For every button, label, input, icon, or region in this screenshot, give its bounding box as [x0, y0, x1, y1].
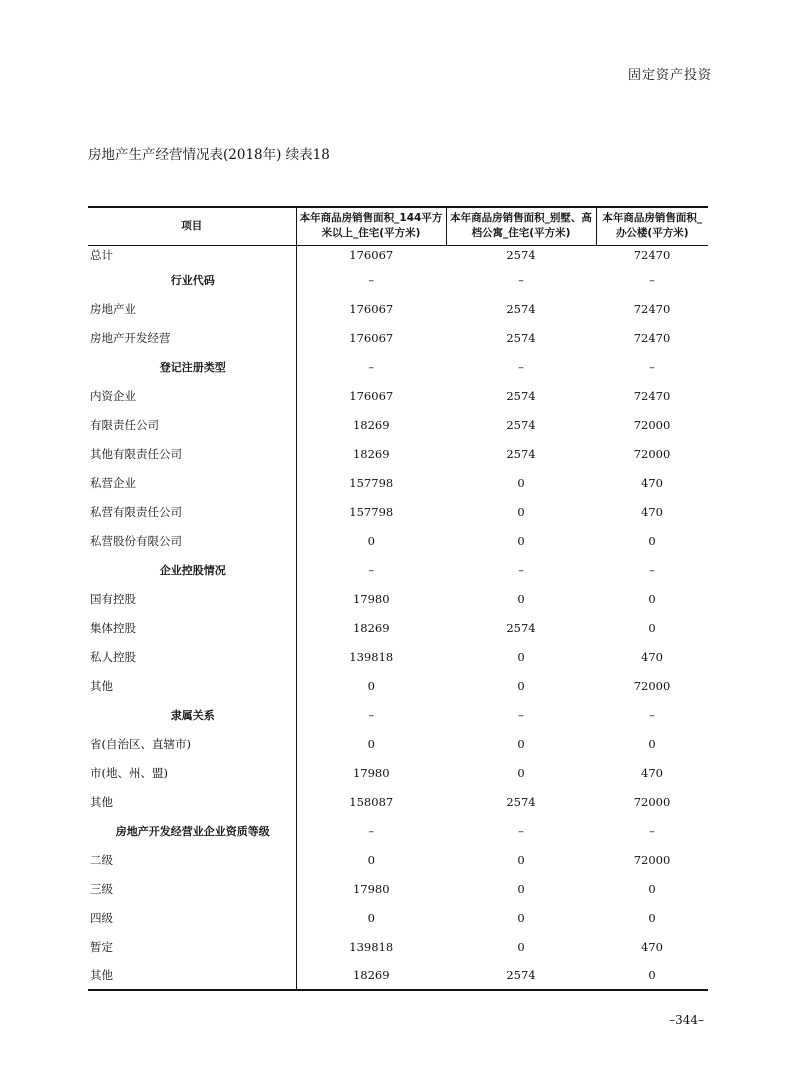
- cell-office: 470: [641, 649, 663, 664]
- row-label: 暂定: [88, 932, 296, 961]
- table-row: [88, 845, 708, 874]
- table-row: [88, 961, 708, 990]
- cell-office: –: [649, 707, 655, 722]
- cell-144sqm-residential: 176067: [349, 388, 394, 403]
- cell-office: 0: [648, 620, 656, 635]
- cell-office: 72470: [633, 330, 671, 345]
- cell-villa-residential: 2574: [446, 961, 596, 990]
- cell-office: 470: [641, 765, 663, 780]
- cell-144sqm-residential: 176067: [349, 330, 394, 345]
- cell-144sqm-residential: –: [368, 823, 375, 838]
- cell-villa-residential: 2574: [506, 620, 536, 635]
- cell-villa-residential: 0: [517, 504, 525, 519]
- cell-villa-residential: 0: [517, 533, 525, 548]
- cell-villa-residential: 0: [517, 736, 525, 751]
- cell-office: 72000: [633, 417, 671, 432]
- cell-office: 0: [648, 533, 656, 548]
- page-number: –344–: [669, 1013, 704, 1027]
- cell-office: –: [649, 823, 655, 838]
- table-row: [88, 265, 708, 294]
- cell-villa-residential: 2574: [506, 248, 536, 263]
- cell-144sqm-residential: 0: [367, 533, 375, 548]
- table-row: [88, 787, 708, 816]
- table-row: [88, 700, 708, 729]
- cell-villa-residential: 0: [517, 678, 525, 693]
- cell-144sqm-residential: 139818: [349, 649, 394, 664]
- row-label: 私人控股: [88, 642, 296, 671]
- cell-144sqm-residential: 18269: [296, 961, 446, 990]
- cell-144sqm-residential: 158087: [349, 794, 394, 809]
- row-label: 其他: [88, 787, 296, 816]
- cell-144sqm-residential: 139818: [349, 939, 394, 954]
- row-label: 私营有限责任公司: [88, 497, 296, 526]
- table-row: [88, 245, 708, 265]
- row-label: 有限责任公司: [88, 410, 296, 439]
- cell-office: 72470: [633, 388, 671, 403]
- table-row: [88, 642, 708, 671]
- row-label: 私营股份有限公司: [88, 526, 296, 555]
- cell-144sqm-residential: 0: [367, 736, 375, 751]
- column-header-item: 项目: [88, 207, 296, 245]
- column-header-villa-residential: 本年商品房销售面积_别墅、高档公寓_住宅(平方米): [446, 207, 596, 245]
- row-label: 房地产开发经营业企业资质等级: [88, 816, 296, 845]
- cell-office: 0: [648, 591, 656, 606]
- row-label: 其他: [88, 671, 296, 700]
- cell-office: –: [649, 359, 655, 374]
- row-label: 私营企业: [88, 468, 296, 497]
- running-header: 固定资产投资: [627, 68, 712, 83]
- cell-villa-residential: 2574: [506, 301, 536, 316]
- cell-office: 470: [641, 504, 663, 519]
- cell-144sqm-residential: 18269: [352, 620, 390, 635]
- cell-144sqm-residential: 18269: [352, 417, 390, 432]
- cell-villa-residential: 2574: [506, 794, 536, 809]
- cell-villa-residential: 2574: [506, 388, 536, 403]
- cell-villa-residential: –: [518, 707, 524, 722]
- row-label: 市(地、州、盟): [88, 758, 296, 787]
- table-row: [88, 555, 708, 584]
- table-row: [88, 584, 708, 613]
- cell-144sqm-residential: –: [368, 272, 375, 287]
- table-row: [88, 758, 708, 787]
- cell-office: 72000: [633, 794, 671, 809]
- cell-144sqm-residential: –: [368, 707, 375, 722]
- cell-villa-residential: 0: [517, 881, 525, 896]
- cell-villa-residential: –: [518, 823, 524, 838]
- row-label: 集体控股: [88, 613, 296, 642]
- cell-office: 470: [641, 939, 663, 954]
- table-row: [88, 671, 708, 700]
- table-header-row: [88, 207, 708, 245]
- row-label: 其他有限责任公司: [88, 439, 296, 468]
- row-label: 二级: [88, 845, 296, 874]
- table-row: [88, 613, 708, 642]
- table-row: [88, 323, 708, 352]
- cell-villa-residential: 0: [517, 649, 525, 664]
- cell-office: 72000: [633, 446, 671, 461]
- table-row: [88, 352, 708, 381]
- cell-office: 72470: [633, 248, 671, 263]
- table-row: [88, 439, 708, 468]
- cell-office: 0: [596, 961, 708, 990]
- cell-office: 72470: [633, 301, 671, 316]
- table-row: [88, 874, 708, 903]
- table-row: [88, 526, 708, 555]
- cell-villa-residential: –: [518, 272, 524, 287]
- row-label: 行业代码: [88, 265, 296, 294]
- cell-144sqm-residential: 18269: [352, 446, 390, 461]
- cell-villa-residential: 2574: [506, 417, 536, 432]
- row-label: 其他: [88, 961, 296, 990]
- cell-villa-residential: 0: [517, 475, 525, 490]
- cell-144sqm-residential: 0: [367, 678, 375, 693]
- table-row: [88, 903, 708, 932]
- row-label: 房地产开发经营: [88, 323, 296, 352]
- row-label: 内资企业: [88, 381, 296, 410]
- row-label: 隶属关系: [88, 700, 296, 729]
- cell-office: 72000: [633, 852, 671, 867]
- cell-office: 0: [648, 881, 656, 896]
- cell-144sqm-residential: 0: [367, 852, 375, 867]
- table-row: [88, 816, 708, 845]
- cell-office: 0: [648, 910, 656, 925]
- cell-office: –: [649, 562, 655, 577]
- cell-office: 72000: [633, 678, 671, 693]
- cell-villa-residential: 0: [517, 591, 525, 606]
- row-label: 企业控股情况: [88, 555, 296, 584]
- table-row: [88, 932, 708, 961]
- table-row: [88, 729, 708, 758]
- cell-office: 0: [648, 736, 656, 751]
- cell-villa-residential: 0: [517, 910, 525, 925]
- table-row: [88, 294, 708, 323]
- cell-office: –: [649, 272, 655, 287]
- cell-144sqm-residential: 157798: [349, 475, 394, 490]
- cell-villa-residential: 0: [517, 765, 525, 780]
- table-row: [88, 410, 708, 439]
- cell-144sqm-residential: –: [368, 562, 375, 577]
- cell-144sqm-residential: –: [368, 359, 375, 374]
- table-title: 房地产生产经营情况表(2018年) 续表18: [88, 147, 330, 163]
- cell-villa-residential: 0: [517, 852, 525, 867]
- table-row: [88, 381, 708, 410]
- cell-villa-residential: –: [518, 562, 524, 577]
- table-row: [88, 497, 708, 526]
- row-label: 四级: [88, 903, 296, 932]
- row-label: 房地产业: [88, 294, 296, 323]
- cell-villa-residential: 2574: [506, 446, 536, 461]
- cell-144sqm-residential: 176067: [349, 248, 394, 263]
- cell-villa-residential: 2574: [506, 330, 536, 345]
- statistics-table: [88, 206, 708, 991]
- row-label: 总计: [88, 245, 296, 265]
- cell-144sqm-residential: 157798: [349, 504, 394, 519]
- cell-144sqm-residential: 17980: [352, 881, 390, 896]
- row-label: 国有控股: [88, 584, 296, 613]
- cell-villa-residential: –: [518, 359, 524, 374]
- row-label: 省(自治区、直辖市): [88, 729, 296, 758]
- column-header-office: 本年商品房销售面积_办公楼(平方米): [596, 207, 708, 245]
- cell-144sqm-residential: 176067: [349, 301, 394, 316]
- cell-villa-residential: 0: [517, 939, 525, 954]
- column-header-144sqm-residential: 本年商品房销售面积_144平方米以上_住宅(平方米): [296, 207, 446, 245]
- cell-144sqm-residential: 0: [367, 910, 375, 925]
- row-label: 登记注册类型: [88, 352, 296, 381]
- row-label: 三级: [88, 874, 296, 903]
- cell-office: 470: [641, 475, 663, 490]
- cell-144sqm-residential: 17980: [352, 765, 390, 780]
- table-body: [88, 245, 708, 990]
- cell-144sqm-residential: 17980: [352, 591, 390, 606]
- table-row: [88, 468, 708, 497]
